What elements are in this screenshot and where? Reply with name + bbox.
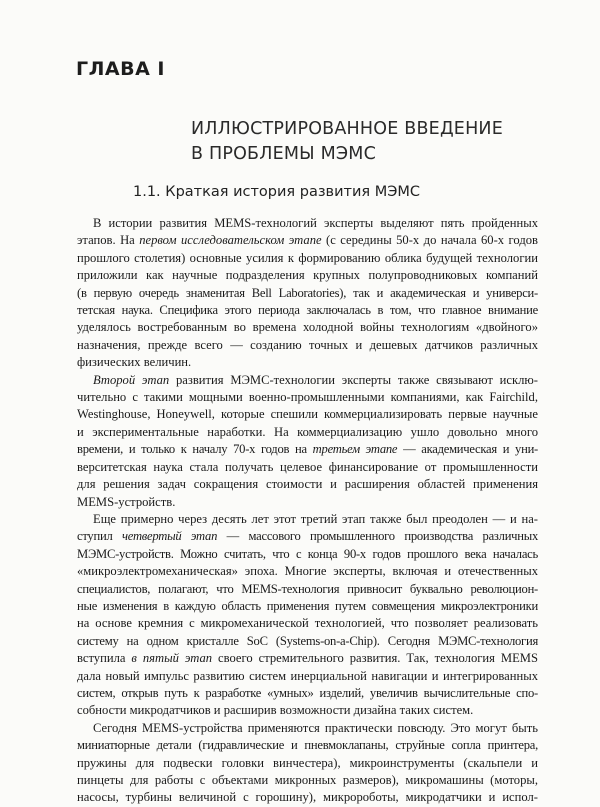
text-run: миниатюрные детали (гидравлические и пневмоклапаны, струйные сопла принтера, (77, 738, 538, 753)
text-run: верситетская наука стала получать целевое финансирование от промышленности (77, 459, 538, 474)
text-run: своего стремительного развития. Так, технология MEMS (212, 651, 538, 666)
text-run: дала новый импульс развитию систем инерциальной навигации и интегрированных (77, 668, 538, 683)
text-line (77, 267, 538, 284)
text-line (77, 720, 538, 737)
text-run: собности микродатчиков и расширив возможности дизайна таких систем. (77, 703, 474, 718)
chapter-title-line: ИЛЛЮСТРИРОВАННОЕ ВВЕДЕНИЕ (191, 119, 503, 139)
text-run: Сегодня MEMS-устройства применяются практически повсюду. Это могут быть (93, 720, 538, 735)
text-line (77, 772, 538, 789)
text-run: систему на одном кристалле SoC (Systems-on-a-Chip). Сегодня МЭМС-технология (77, 633, 538, 648)
text-line (77, 372, 538, 389)
text-line (77, 406, 538, 423)
text-run: ные изменения в каждую область применения путем совмещения микроэлектроники (77, 598, 538, 613)
text-run: Westinghouse, Honeywell, которые спешили коммерциализировать первые научные (77, 407, 538, 422)
text-line (77, 737, 538, 754)
text-run: (с середины 50-х до начала 60-х годов (321, 233, 538, 248)
text-line (77, 232, 538, 249)
text-run: приложили как научные подразделения крупных полупроводниковых компаний (77, 268, 538, 283)
text-run: этапов. На (77, 233, 140, 248)
text-run: ступил (77, 529, 123, 544)
text-run: уделялось востребованным во времена холодной войны технологиям «двойного» (77, 320, 538, 335)
text-line (77, 215, 538, 232)
text-line (77, 319, 538, 336)
text-line (77, 389, 538, 406)
text-run: на основе кремния с микромеханической технологией, что позволяет реализовать (77, 616, 538, 631)
text-run: систем, открыв путь к разработке «умных» изделий, увеличив вычислительные спо- (77, 685, 538, 700)
text-run: В истории развития MEMS-технологий эксперты выделяют пять пройденных (93, 216, 538, 230)
text-line (77, 685, 538, 702)
chapter-title (191, 117, 551, 167)
section-heading: 1.1. Краткая история развития МЭМС (133, 184, 420, 200)
chapter-title-line: В ПРОБЛЕМЫ МЭМС (191, 144, 377, 164)
text-line (77, 650, 538, 667)
text-run: пружины для подвески головки винчестера), микроинструменты (скальпели и (77, 755, 538, 770)
text-line (77, 563, 538, 580)
text-run: прошлого столетия) основные усилия к формированию облика будущей технологии (77, 250, 538, 265)
text-line (77, 337, 538, 354)
text-run: чительно с такими мощными военно-промышленными компаниями, как Fairchild, (77, 390, 538, 405)
text-line (77, 755, 538, 772)
text-run: насосы, турбины величиной с горошину), микророботы, микродатчики и испол- (77, 790, 538, 805)
text-run: пинцеты для работы с объектами микронных размеров), микромашины (моторы, (77, 773, 538, 787)
text-line (77, 528, 538, 545)
text-line (77, 789, 538, 806)
text-line (77, 476, 538, 493)
text-run: — массового промышленного производства различных (217, 529, 539, 544)
text-line (77, 598, 538, 615)
text-run: и экспериментальные наработки. На коммерциализацию ушло довольно много (77, 424, 538, 439)
emphasized-text: третьем этапе (312, 442, 398, 457)
text-line (77, 441, 538, 458)
emphasized-text: в пятый этап (131, 651, 213, 666)
text-line (77, 633, 538, 650)
text-line (77, 581, 538, 598)
text-line (77, 250, 538, 267)
chapter-heading: ГЛАВА I (76, 58, 165, 80)
emphasized-text: первом исследовательском этапе (139, 233, 322, 248)
text-run: физических величин. (77, 355, 192, 370)
text-run: специалистов, полагают, что MEMS-технология привносит буквально революцион- (77, 581, 538, 596)
text-run: — академическая и уни- (397, 442, 539, 457)
text-line (77, 424, 538, 441)
text-run: MEMS-устройств. (77, 494, 176, 509)
text-run: Еще примерно через десять лет этот третий этап также был преодолен — и на- (93, 511, 538, 526)
text-run: назначения, прежде всего — созданию точных и дешевых датчиков различных (77, 337, 538, 352)
text-line (77, 511, 538, 528)
text-line (77, 354, 538, 371)
text-line (77, 546, 538, 563)
text-line (77, 459, 538, 476)
text-run: развития МЭМС-технологии эксперты также связывают исклю- (169, 372, 538, 387)
text-line (77, 302, 538, 319)
text-line (77, 285, 538, 302)
text-line (77, 615, 538, 632)
emphasized-text: четвертый этап (122, 529, 218, 544)
text-run: МЭМС-устройств. Можно считать, что с конца 90-х годов прошлого века началась (77, 546, 538, 561)
text-line (77, 494, 538, 511)
text-run: для решения задач сокращения стоимости и расширения областей применения (77, 477, 538, 492)
text-run: (в первую очередь знаменитая Bell Laboratories), так и академическая и универси- (77, 285, 538, 300)
body-text (77, 215, 538, 807)
text-run: времени, и только к началу 70-х годов на (77, 442, 313, 457)
text-line (77, 668, 538, 685)
text-run: «микроэлектромеханическая» эпоха. Многие эксперты, включая и отечественных (77, 564, 538, 579)
text-run: тетская наука. Специфика этого периода заключалась в том, что главное внимание (77, 303, 538, 318)
emphasized-text: Второй этап (93, 372, 170, 387)
text-run: вступила (77, 651, 132, 666)
text-line (77, 702, 538, 719)
